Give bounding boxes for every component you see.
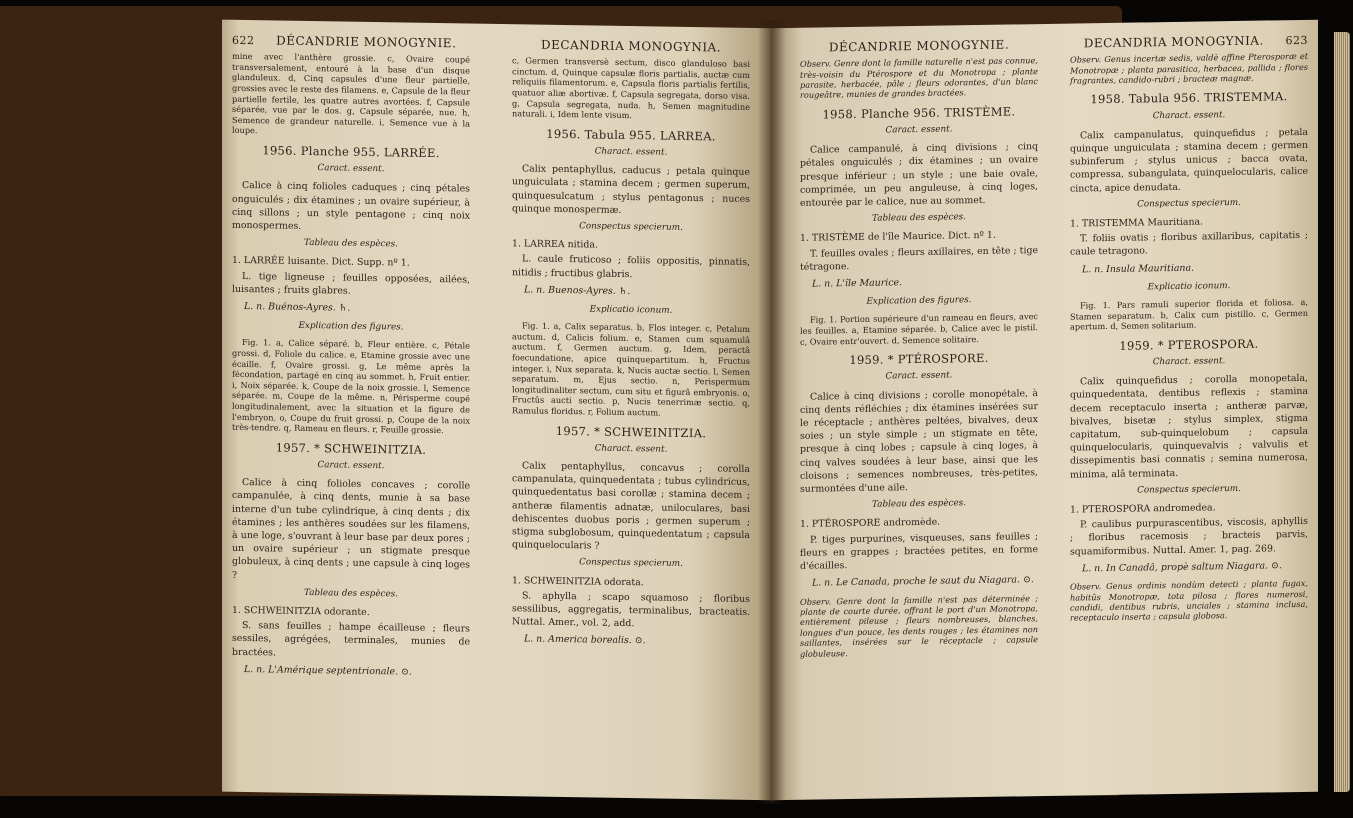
intro-text: c, Germen transversè sectum, disco glanduloso basi cinctum. d, Quinque capsulæ floris partialis, auctæ cum reliquiis filamentorum. e, Capsula floris partialis fertilis, quatuor aliæ abortivæ. f, Capsula segregata, dorso visa. g, Capsula segregata, nuda. h, Semen magnitudine naturali. i, Idem lente visum. [512, 55, 750, 121]
species-name: 1. LARREA nitida. [512, 238, 599, 251]
habitat: L. n. Buénos-Ayres. ♄. [244, 300, 351, 314]
observation-note: Observ. Genre dont la famille naturelle n'est pas connue, très-voisin du Ptérospore et du Monotropa ; plante parasite, herbacée, pâle ; fleurs odorantes, d'un blanc rougeâtre, munies de grandes bractées. [800, 55, 1038, 101]
subheading: Explication des figures. [866, 295, 972, 308]
right-page-french-column [800, 38, 1038, 663]
subheading: Charact. essent. [594, 146, 668, 158]
left-page-french-column [232, 34, 470, 686]
page-number: 622 [232, 33, 255, 48]
observation-note: Observ. Genre dont la famille n'est pas déterminée ; plante de courte durée, offrant le port d'un Monotropa, entièrement pileuse ; fleurs nombreuses, blanches, longues d'un pouce, les dents rouges ; les étamines non saillantes, insérées sur le réceptacle ; capsule globuleuse. [800, 592, 1038, 659]
left-page [222, 20, 774, 801]
subheading: Charact. essent. [594, 443, 668, 455]
figure-explanation: Fig. 1. Pars ramuli superior florida et foliosa. a, Stamen separatum. b, Calix cum pistillo. c, Germen apertum. d, Semen solitarium. [1070, 296, 1308, 332]
subheading: Caract. essent. [317, 163, 385, 175]
page-edges [1334, 32, 1350, 792]
description: Calice à cinq folioles concaves ; corolle campanulée, à cinq dents, munie à sa base interne d'un tube cylindrique, à cinq dents ; dix étamines ; les anthères soudées sur les filamens, à une loge, s'ouvrant à leur base par deux pores ; un ovaire supérieur ; un stigmate presque globuleux, à cinq dents ; une capsule à cinq loges ? [232, 477, 470, 581]
species-name: 1. LARRÉE luisante. Dict. Supp. nº 1. [232, 255, 410, 269]
habitat: L. n. America borealis. ⊙. [524, 633, 646, 647]
header-title: DÉCANDRIE MONOGYNIE. [828, 37, 1010, 55]
habitat: L. n. In Canadâ, propè saltum Niagara. ⊙. [1082, 560, 1282, 575]
species-description: P. caulibus purpurascentibus, viscosis, aphyllis ; floribus racemosis ; bracteis parvis, squamiformibus. Nuttal. Amer. 1, pag. 269. [1070, 516, 1308, 558]
species-description: S. aphylla ; scapo squamoso ; floribus sessilibus, aggregatis, terminalibus, bracteatis. Nuttal. Amer., vol. 2, add. [512, 590, 750, 630]
description: Calix pentaphyllus, caducus ; petala quinque unguiculata ; stamina decem ; germen superum, quinquesulcatum ; stylus pentagonus ; nuces quinque monospermæ. [512, 163, 750, 216]
subheading: Conspectus specierum. [1137, 483, 1241, 496]
subheading: Explication des figures. [298, 321, 404, 333]
open-book [218, 14, 1336, 806]
section-title: 1957. * SCHWEINITZIA. [555, 423, 707, 440]
description: Calix pentaphyllus, concavus ; corolla campanulata, quinquedentata ; tubus cylindricus, quinquedentatus basi corollæ ; stamina decem ; antheræ filamentis adnatæ, uniloculares, basi dehiscentes duobus poris ; germen superum ; stigma subglobosum, quinquedentatum ; capsula quinquelocularis ? [512, 460, 750, 552]
species-name: 1. TRISTÈME de l'île Maurice. Dict. nº 1. [800, 230, 996, 245]
figure-explanation: Fig. 1. a, Calix separatus. b, Flos integer. c, Petalum auctum. d, Calicis folium. e, Stamen cum squamulâ auctum. f, Germen auctum. g, Idem, peractâ foecundatione, apice quinquepartitum. h, Fructus integer. i, Nux separata. k, Nucis auctæ sectio. l, Semen separatum. m, Ejus sectio. n, Perispermum longitudinaliter sectum, cum situ et figurâ embryonis. o, Fructûs aucti sectio. p, Nucis tenerrimæ sectio. q, Ramulus floridus. r, Folium auctum. [512, 320, 750, 418]
species-description: T. feuilles ovales ; fleurs axillaires, en tête ; tige tétragone. [800, 244, 1038, 273]
species-name: 1. SCHWEINITZIA odorante. [232, 604, 370, 618]
subheading: Conspectus specierum. [579, 221, 683, 233]
species-description: L. tige ligneuse ; feuilles opposées, ailées, luisantes ; fruits glabres. [232, 270, 470, 297]
species-description: S. sans feuilles ; hampe écailleuse ; fleurs sessiles, agrégées, terminales, munies de bractées. [232, 620, 470, 659]
subheading: Explicatio iconum. [1147, 280, 1231, 293]
page-number: 623 [1285, 33, 1308, 48]
right-page [770, 20, 1318, 801]
section-title: 1956. Tabula 955. LARREA. [546, 126, 716, 144]
species-name: 1. SCHWEINITZIA odorata. [512, 574, 644, 588]
running-header [1070, 34, 1308, 51]
species-name: 1. PTEROSPORA andromedea. [1070, 502, 1216, 516]
subheading: Caract. essent. [317, 460, 385, 472]
subheading: Tableau des espèces. [304, 238, 398, 250]
subheading: Charact. essent. [1152, 356, 1226, 368]
section-title: 1959. * PTÉROSPORE. [849, 351, 989, 368]
observation-note: Observ. Genus ordinis nondùm detecti ; planta fugax, habitûs Monotropæ, tota pilosa ; flores numerosi, candidi, dentibus rubris, unciales ; stamina inclusa, receptaculo inserta ; capsula globosa. [1070, 577, 1308, 623]
subheading: Tableau des espèces. [872, 212, 966, 224]
running-header [512, 38, 750, 55]
running-header [800, 38, 1038, 55]
section-title: 1957. * SCHWEINITZIA. [275, 440, 427, 457]
left-page-latin-column [512, 38, 750, 655]
subheading: Caract. essent. [885, 124, 953, 136]
subheading: Tableau des espèces. [304, 587, 398, 600]
section-title: 1959. * PTEROSPORA. [1119, 336, 1259, 353]
section-title: 1958. Tabula 956. TRISTEMMA. [1090, 89, 1288, 107]
habitat: L. n. Insula Mauritiana. [1082, 262, 1195, 276]
subheading: Explicatio iconum. [589, 304, 673, 316]
running-header [232, 34, 470, 51]
description: Calix quinquefidus ; corolla monopetala, quinquedentata, dentibus reflexis ; stamina decem receptaculo inserta ; antheræ parvæ, bivalves, bisetæ ; stylus simplex, stigma capitatum, sub-quinquelobum ; capsula quinquelocularis, quinquevalvis ; valvulis et dissepimentis basi connatis ; semina numerosa, minima, alâ terminata. [1070, 373, 1308, 481]
habitat: L. n. L'Amérique septentrionale. ⊙. [244, 663, 412, 678]
subheading: Caract. essent. [885, 370, 953, 382]
subheading: Conspectus specierum. [1137, 197, 1241, 210]
section-title: 1958. Planche 956. TRISTÈME. [822, 104, 1016, 122]
observation-note: Observ. Genus incertæ sedis, valdè affine Pterosporæ et Monotropæ ; planta parasitica, herbacea, pallida ; flores fragrantes, candido-rubri ; bracteæ magnæ. [1070, 51, 1308, 86]
species-description: L. caule fruticoso ; foliis oppositis, pinnatis, nitidis ; fructibus glabris. [512, 253, 750, 280]
subheading: Tableau des espèces. [872, 498, 966, 510]
habitat: L. n. Le Canada, proche le saut du Niagara. ⊙. [812, 574, 1034, 589]
figure-explanation: Fig. 1. a, Calice séparé. b, Fleur entière. c, Pétale grossi. d, Foliole du calice. e, Etamine grossie avec une écaille. f, Ovaire grossi. g, Le même après la fécondation, partagé en cinq au sommet. h, Fruit entier. i, Noix séparée. k, Coupe de la noix grossie. l, Semence séparée. m, Coupe de la même. n, Périsperme coupé longitudinalement, avec la situation et la figure de l'embryon. o, Coupe du fruit grossi. p, Coupe de la noix très-tendre. q, Rameau en fleurs. r, Feuille grossie. [232, 337, 470, 436]
species-name: 1. PTÉROSPORE andromède. [800, 517, 941, 531]
header-title: DECANDRIA MONOGYNIA. [540, 37, 722, 55]
species-description: T. foliis ovatis ; floribus axillaribus, capitatis ; caule tetragono. [1070, 230, 1308, 259]
description: Calix campanulatus, quinquefidus ; petala quinque unguiculata ; stamina decem ; germen subinferum ; stylus unicus ; bacca ovata, compressa, subangulata, quinquelocularis, calice cincta, apice denudata. [1070, 126, 1308, 195]
header-title: DECANDRIA MONOGYNIA. [1083, 33, 1264, 51]
subheading: Conspectus specierum. [579, 557, 683, 570]
habitat: L. n. Buenos-Ayres. ♄. [524, 284, 631, 297]
subheading: Charact. essent. [1152, 109, 1226, 121]
intro-text: mine avec l'anthère grossie. c, Ovaire coupé transversalement, entouré à la base d'un disque glanduleux. d, Cinq capsules d'une fleur partielle, grossies avec le reste des filamens. e, Capsule de la fleur partielle fertile, les quatre autres avortées. f, Capsule séparée, vue par le dos. g, Capsule séparée, nue. h, Semence de grandeur naturelle. i, Semence vue à la loupe. [232, 51, 470, 136]
header-title: DÉCANDRIE MONOGYNIE. [276, 33, 457, 51]
species-description: P. tiges purpurines, visqueuses, sans feuilles ; fleurs en grappes ; bractées petites, en forme d'écailles. [800, 530, 1038, 572]
right-page-latin-column [1070, 34, 1308, 627]
section-title: 1956. Planche 955. LARRÉE. [262, 143, 440, 161]
figure-explanation: Fig. 1. Portion supérieure d'un rameau en fleurs, avec les feuilles. a, Etamine séparée. b, Calice avec le pistil. c, Ovaire entr'ouvert. d, Semence solitaire. [800, 311, 1038, 347]
description: Calice à cinq divisions ; corolle monopétale, à cinq dents réfléchies ; dix étamines insérées sur le réceptacle ; anthères peltées, bivalves, deux soies ; un style simple ; un stigmate en tête, presque à cinq lobes ; capsule à cinq loges, à cinq valves soudées à leur base, ainsi que les cloisons ; semences nombreuses, très-petites, surmontées d'une aile. [800, 387, 1038, 495]
species-name: 1. TRISTEMMA Mauritiana. [1070, 216, 1204, 230]
description: Calice à cinq folioles caduques ; cinq pétales onguiculés ; dix étamines ; un ovaire supérieur, à cinq sillons ; un style pentagone ; cinq noix monospermes. [232, 180, 470, 232]
habitat: L. n. L'île Maurice. [812, 277, 902, 290]
description: Calice campanulé, à cinq divisions ; cinq pétales onguiculés ; dix étamines ; un ovaire presque inférieur ; un style ; une baie ovale, comprimée, un peu anguleuse, à cinq loges, entourée par le calice, nue au sommet. [800, 141, 1038, 209]
book-gutter [758, 20, 786, 804]
